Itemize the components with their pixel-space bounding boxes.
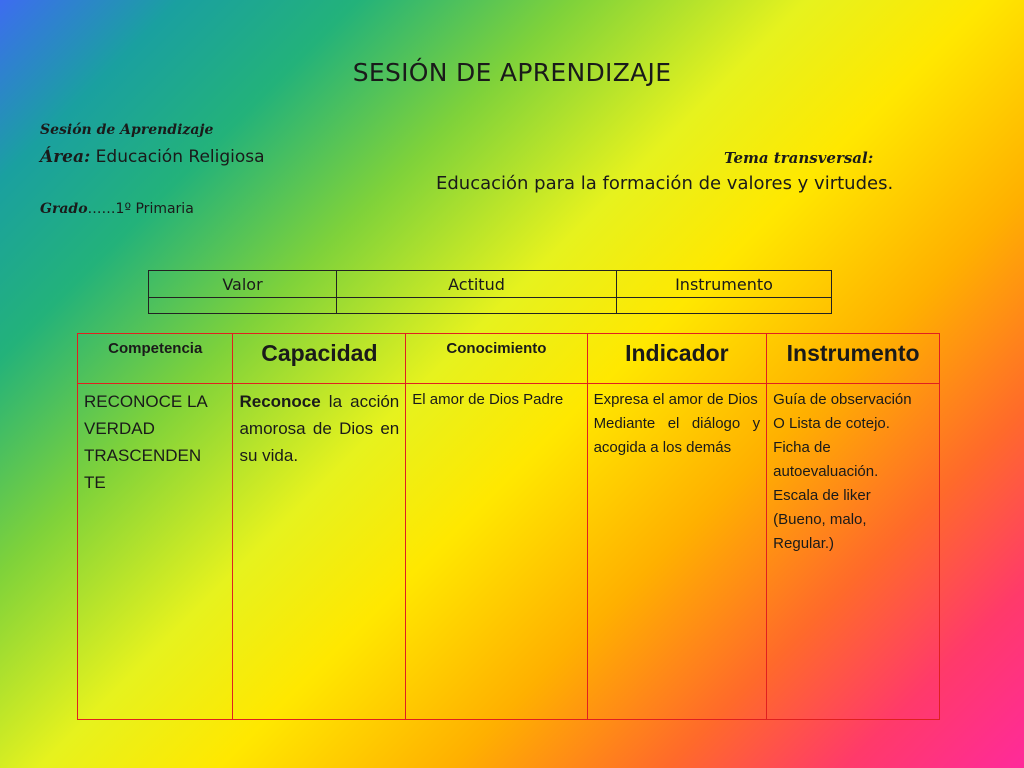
slide-title: SESIÓN DE APRENDIZAJE xyxy=(352,58,672,87)
tema-label: Tema transversal: xyxy=(724,149,874,167)
instrumento-line: O Lista de cotejo. xyxy=(773,415,890,432)
instrumento-empty-cell xyxy=(617,298,832,314)
valor-header: Valor xyxy=(149,271,337,298)
instrumento-line: Ficha de autoevaluación. xyxy=(773,439,879,480)
tema-value: Educación para la formación de valores y virtudes. xyxy=(436,173,894,194)
main-body-row xyxy=(78,384,940,720)
indicador-cell xyxy=(587,384,767,720)
indicador-line-1: Expresa el amor de Dios xyxy=(593,391,758,408)
valor-header-row xyxy=(149,271,832,298)
conocimiento-cell: El amor de Dios Padre xyxy=(406,384,587,720)
actitud-empty-cell xyxy=(337,298,617,314)
grado-line xyxy=(40,201,194,217)
valor-table xyxy=(148,270,832,314)
grado-value: ……1º Primaria xyxy=(87,201,194,217)
instrumento-line: (Bueno, malo, xyxy=(773,511,867,528)
indicador-line-2: Mediante el diálogo y acogida a los demás xyxy=(593,415,761,456)
instrumento-main-header: Instrumento xyxy=(767,334,940,384)
capacidad-text: la acción amorosa de Dios en su vida. xyxy=(239,392,400,465)
instrumento-line: Escala de liker xyxy=(773,487,871,504)
competencia-cell: RECONOCE LA VERDAD TRASCENDEN TE xyxy=(78,384,233,720)
area-label: Área: xyxy=(40,147,91,167)
area-line xyxy=(40,147,265,167)
capacidad-cell xyxy=(233,384,406,720)
instrumento-cell xyxy=(767,384,940,720)
capacidad-header: Capacidad xyxy=(233,334,406,384)
area-value: Educación Religiosa xyxy=(90,147,265,167)
grado-label: Grado xyxy=(40,201,88,217)
valor-empty-row xyxy=(149,298,832,314)
capacidad-bold: Reconoce xyxy=(239,392,321,411)
instrumento-line: Regular.) xyxy=(773,535,835,552)
instrumento-header: Instrumento xyxy=(617,271,832,298)
session-subtitle: Sesión de Aprendizaje xyxy=(40,122,214,138)
valor-empty-cell xyxy=(149,298,337,314)
actitud-header: Actitud xyxy=(337,271,617,298)
indicador-header: Indicador xyxy=(587,334,767,384)
instrumento-line: Guía de observación xyxy=(773,391,912,408)
main-table xyxy=(77,333,940,720)
main-header-row xyxy=(78,334,940,384)
competencia-header: Competencia xyxy=(78,334,233,384)
conocimiento-header: Conocimiento xyxy=(406,334,587,384)
